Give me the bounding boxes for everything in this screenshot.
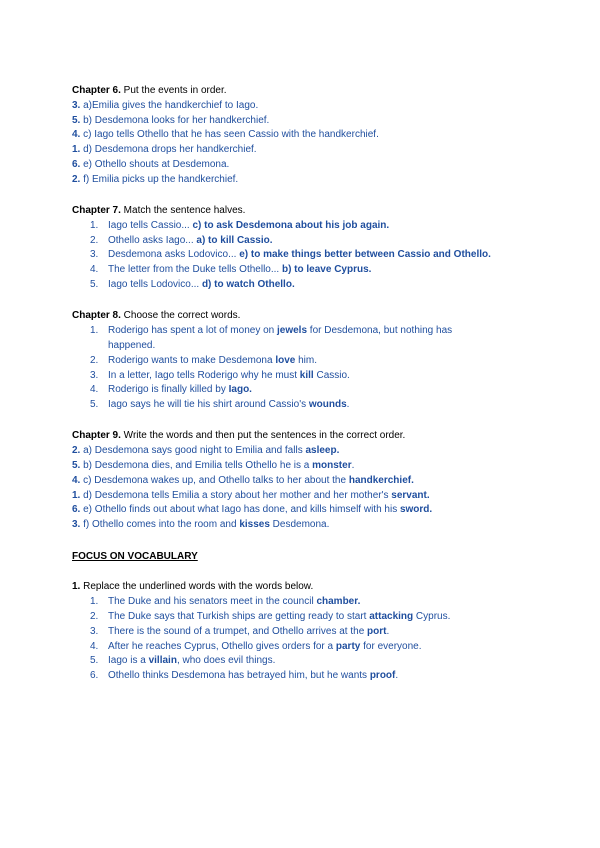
event-line: [72, 99, 512, 114]
correct-word: wounds: [308, 399, 347, 411]
order-line: [72, 489, 512, 504]
sentence-after: for Desdemona, but nothing has happened.: [108, 325, 453, 351]
list-number: 5.: [90, 655, 99, 667]
sentence-before: e) Othello finds out about what Iago has done, and kills himself with his: [80, 504, 400, 516]
order-number: 6.: [72, 504, 81, 516]
list-number: 4.: [90, 264, 99, 276]
vocab-item: [72, 669, 512, 684]
list-number: 2.: [90, 234, 99, 246]
word-sentence: [108, 369, 498, 384]
sentence-before: Iago is a: [108, 655, 149, 667]
word-sentence: [108, 354, 498, 369]
match-item: [72, 278, 512, 293]
vocabulary-list: [72, 595, 512, 684]
list-number: 6.: [90, 670, 99, 682]
sentence-after: Cassio.: [313, 369, 350, 381]
event-text: b) Desdemona looks for her handkerchief.: [83, 114, 270, 126]
list-number: 4.: [90, 640, 99, 652]
vocab-sentence: [108, 610, 498, 625]
chapter-9-section: [72, 429, 512, 533]
vocab-word: chamber.: [316, 596, 361, 608]
sentence-before: Roderigo wants to make Desdemona: [108, 354, 276, 366]
sentence-before: d) Desdemona tells Emilia a story about her mother and her mother's: [80, 489, 392, 501]
vocab-sentence: [108, 654, 498, 669]
sentence-before: The Duke and his senators meet in the council: [108, 596, 317, 608]
event-text: e) Othello shouts at Desdemona.: [83, 158, 230, 170]
sentence-before: Iago says he will tie his shirt around Cassio's: [108, 399, 309, 411]
order-number: 4.: [72, 129, 81, 141]
vocabulary-title: FOCUS ON VOCABULARY: [72, 550, 198, 562]
sentence-start: Iago tells Cassio...: [108, 219, 193, 231]
event-line: [72, 143, 512, 158]
sentence-before: Othello thinks Desdemona has betrayed him, but he wants: [108, 670, 370, 682]
sentence-start: Iago tells Lodovico...: [108, 279, 202, 291]
order-number: 1.: [72, 489, 81, 501]
chapter-8-section: [72, 309, 512, 413]
sentence-before: a) Desdemona says good night to Emilia and falls: [80, 445, 306, 457]
chapter-9-list: [72, 444, 512, 533]
vocab-item: [72, 610, 512, 625]
list-number: 2.: [90, 354, 99, 366]
match-text: [108, 278, 498, 293]
vocab-sentence: [108, 625, 498, 640]
order-number: 4.: [72, 474, 81, 486]
event-text: f) Emilia picks up the handkerchief.: [83, 173, 239, 185]
list-number: 1.: [90, 325, 99, 337]
sentence-start: Othello asks Iago...: [108, 234, 197, 246]
vocabulary-instruction: 1. Replace the underlined words with the words below.: [72, 581, 314, 593]
chapter-7-heading: Chapter 7. Match the sentence halves.: [72, 205, 246, 217]
word-item: [72, 383, 512, 398]
sentence-before: The Duke says that Turkish ships are getting ready to start: [108, 610, 370, 622]
vocab-item: [72, 654, 512, 669]
chapter-8-heading: Chapter 8. Choose the correct words.: [72, 310, 241, 322]
chapter-6-heading: Chapter 6. Put the events in order.: [72, 85, 227, 96]
vocab-item: [72, 640, 512, 655]
correct-word: kill: [299, 369, 314, 381]
order-number: 6.: [72, 158, 81, 170]
vocab-sentence: [108, 669, 498, 684]
vocab-item: [72, 595, 512, 610]
chapter-8-list: [72, 324, 512, 413]
vocab-word: proof: [369, 670, 396, 682]
word-sentence: [108, 398, 498, 413]
answer-word: asleep.: [305, 445, 340, 457]
vocab-sentence: [108, 595, 498, 610]
match-text: [108, 219, 498, 234]
event-text: c) Iago tells Othello that he has seen Cassio with the handkerchief.: [83, 129, 379, 141]
sentence-start: The letter from the Duke tells Othello...: [108, 264, 282, 276]
event-line: [72, 173, 512, 188]
sentence-before: After he reaches Cyprus, Othello gives orders for a: [108, 640, 336, 652]
sentence-answer: e) to make things better between Cassio and Othello.: [239, 249, 491, 261]
vocab-word: attacking: [369, 610, 414, 622]
order-line: [72, 459, 512, 474]
sentence-after: Desdemona.: [269, 519, 330, 531]
sentence-before: There is the sound of a trumpet, and Othello arrives at the: [108, 625, 368, 637]
sentence-after: him.: [295, 354, 317, 366]
answer-word: monster: [312, 460, 352, 472]
vocab-word: port: [367, 625, 387, 637]
sentence-before: c) Desdemona wakes up, and Othello talks to her about the: [80, 474, 349, 486]
match-text: [108, 234, 498, 249]
order-number: 3.: [72, 519, 81, 531]
event-line: [72, 158, 512, 173]
vocab-word: party: [335, 640, 361, 652]
order-number: 2.: [72, 173, 81, 185]
match-item: [72, 219, 512, 234]
match-text: [108, 263, 498, 278]
answer-word: sword.: [399, 504, 433, 516]
match-text: [108, 248, 498, 263]
word-item: [72, 369, 512, 384]
sentence-after: , who does evil things.: [176, 655, 276, 667]
sentence-before: Roderigo is finally killed by: [108, 384, 229, 396]
order-number: 2.: [72, 445, 81, 457]
word-item: [72, 324, 512, 354]
order-number: 3.: [72, 99, 81, 111]
sentence-answer: c) to ask Desdemona about his job again.: [192, 219, 390, 231]
event-line: [72, 114, 512, 129]
sentence-before: f) Othello comes into the room and: [80, 519, 240, 531]
chapter-9-heading: Chapter 9. Write the words and then put the sentences in the correct order.: [72, 430, 406, 442]
sentence-answer: b) to leave Cyprus.: [281, 264, 372, 276]
order-number: 5.: [72, 114, 81, 126]
chapter-6-list: [72, 99, 512, 188]
event-line: [72, 128, 512, 143]
match-item: [72, 234, 512, 249]
event-text: a)Emilia gives the handkerchief to Iago.: [83, 99, 259, 111]
sentence-answer: a) to kill Cassio.: [196, 234, 273, 246]
chapter-7-list: [72, 219, 512, 293]
order-number: 1.: [72, 144, 81, 156]
match-item: [72, 263, 512, 278]
list-number: 5.: [90, 399, 99, 411]
worksheet: [72, 84, 512, 700]
correct-word: Iago.: [228, 384, 252, 396]
list-number: 3.: [90, 369, 99, 381]
sentence-before: b) Desdemona dies, and Emilia tells Othello he is a: [80, 460, 313, 472]
list-number: 1.: [90, 219, 99, 231]
vocab-sentence: [108, 640, 498, 655]
sentence-after: Cyprus.: [413, 610, 451, 622]
correct-word: jewels: [277, 325, 308, 337]
order-line: [72, 518, 512, 533]
match-item: [72, 248, 512, 263]
correct-word: love: [275, 354, 296, 366]
vocab-word: villain: [148, 655, 177, 667]
sentence-before: Roderigo has spent a lot of money on: [108, 325, 277, 337]
sentence-after: .: [351, 460, 355, 472]
answer-word: handkerchief.: [348, 474, 414, 486]
sentence-after: .: [395, 670, 399, 682]
sentence-before: In a letter, Iago tells Roderigo why he must: [108, 369, 300, 381]
word-item: [72, 354, 512, 369]
vocab-item: [72, 625, 512, 640]
answer-word: kisses: [239, 519, 270, 531]
word-sentence: [108, 324, 498, 354]
vocabulary-section: [72, 550, 512, 684]
event-text: d) Desdemona drops her handkerchief.: [83, 144, 257, 156]
sentence-after: for everyone.: [360, 640, 422, 652]
order-line: [72, 474, 512, 489]
list-number: 5.: [90, 279, 99, 291]
chapter-7-section: [72, 204, 512, 293]
list-number: 2.: [90, 610, 99, 622]
word-sentence: [108, 383, 498, 398]
list-number: 1.: [90, 596, 99, 608]
list-number: 3.: [90, 625, 99, 637]
order-line: [72, 503, 512, 518]
list-number: 3.: [90, 249, 99, 261]
sentence-answer: d) to watch Othello.: [201, 279, 295, 291]
sentence-after: .: [346, 399, 350, 411]
list-number: 4.: [90, 384, 99, 396]
word-item: [72, 398, 512, 413]
order-line: [72, 444, 512, 459]
order-number: 5.: [72, 460, 81, 472]
sentence-after: .: [386, 625, 390, 637]
answer-word: servant.: [391, 489, 430, 501]
sentence-start: Desdemona asks Lodovico...: [108, 249, 240, 261]
chapter-6-section: [72, 84, 512, 188]
